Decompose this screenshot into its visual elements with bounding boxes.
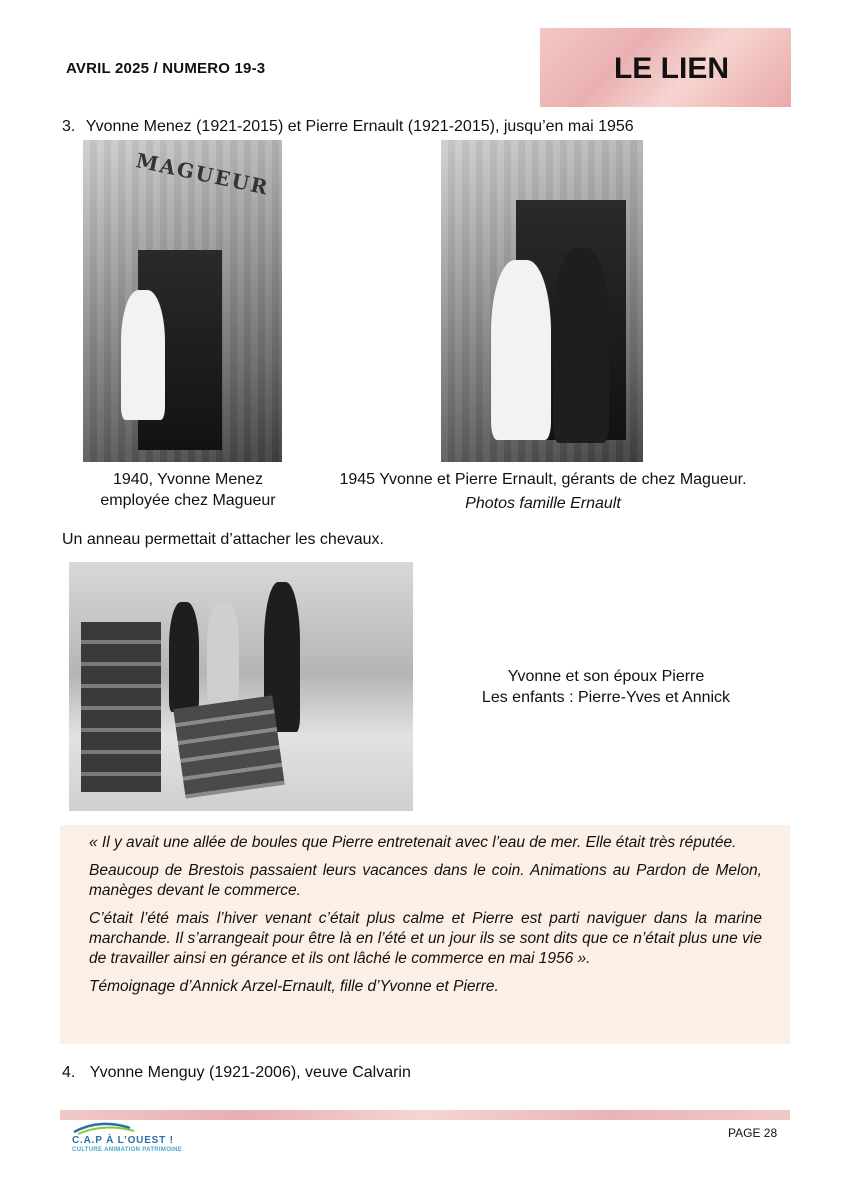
photo-1940-yvonne — [83, 140, 282, 462]
photo-crates — [173, 695, 285, 798]
header-title-box — [540, 28, 791, 107]
section-4-heading — [62, 1064, 411, 1082]
photo-1945-couple — [441, 140, 643, 462]
testimony-quote-box — [60, 825, 790, 1044]
section-3-number: 3. — [62, 118, 76, 135]
ring-sentence: Un anneau permettait d’attacher les chevaux. — [62, 531, 384, 548]
quote-attribution: Témoignage d’Annick Arzel-Ernault, fille d’Yvonne et Pierre. — [89, 978, 499, 995]
photo-family-crates — [69, 562, 413, 811]
cap-a-louest-logo — [72, 1120, 182, 1160]
photo-3-caption-line1: Yvonne et son époux Pierre — [507, 668, 705, 685]
photo-crates — [81, 622, 161, 792]
quote-paragraph-2: Beaucoup de Brestois passaient leurs vacances dans le coin. Animations au Pardon de Melon, manèges devant le commerce. — [89, 862, 762, 899]
photo-figure — [169, 602, 199, 712]
photo-sign-magueur: MAGUEUR — [133, 148, 272, 200]
photo-credit: Photos famille Ernault — [465, 495, 621, 512]
photo-1-caption-line2: employée chez Magueur — [100, 492, 276, 509]
wave-icon — [72, 1120, 182, 1136]
newsletter-title: LE LIEN — [613, 52, 729, 85]
photo-figure-pierre — [553, 248, 609, 443]
footer-decorative-bar — [60, 1110, 790, 1120]
photo-2-caption: 1945 Yvonne et Pierre Ernault, gérants de chez Magueur. — [339, 471, 747, 488]
photo-1-caption-line1: 1940, Yvonne Menez — [112, 471, 264, 488]
logo-name: C.A.P À L’OUEST ! — [72, 1135, 174, 1146]
section-3-title: Yvonne Menez (1921-2015) et Pierre Ernault (1921-2015), jusqu’en mai 1956 — [85, 118, 634, 135]
photo-figure-yvonne — [491, 260, 551, 440]
section-4-number: 4. — [62, 1064, 76, 1081]
photo-3-caption — [455, 666, 757, 708]
issue-label: AVRIL 2025 / NUMERO 19-3 — [66, 60, 266, 77]
photo-figure — [121, 290, 165, 420]
photo-figure — [207, 602, 239, 702]
logo-subtitle: CULTURE ANIMATION PATRIMOINE — [72, 1147, 183, 1153]
photo-1-caption — [82, 469, 294, 511]
page-number: PAGE 28 — [728, 1126, 778, 1140]
section-4-title: Yvonne Menguy (1921-2006), veuve Calvarin — [89, 1064, 411, 1081]
photo-3-caption-line2: Les enfants : Pierre-Yves et Annick — [481, 689, 731, 706]
quote-paragraph-1: « Il y avait une allée de boules que Pierre entretenait avec l’eau de mer. Elle était très réputée. — [89, 834, 737, 851]
quote-paragraph-3: C’était l’été mais l’hiver venant c’était plus calme et Pierre est parti naviguer dans la marine marchande. Il s’arrangeait pour être là en l’été et un jour ils se sont dits que ce n’était plus une vie de travailler ainsi en gérance et ils ont lâché le commerce en mai 1956 ». — [89, 910, 762, 967]
section-3-heading — [62, 118, 634, 136]
